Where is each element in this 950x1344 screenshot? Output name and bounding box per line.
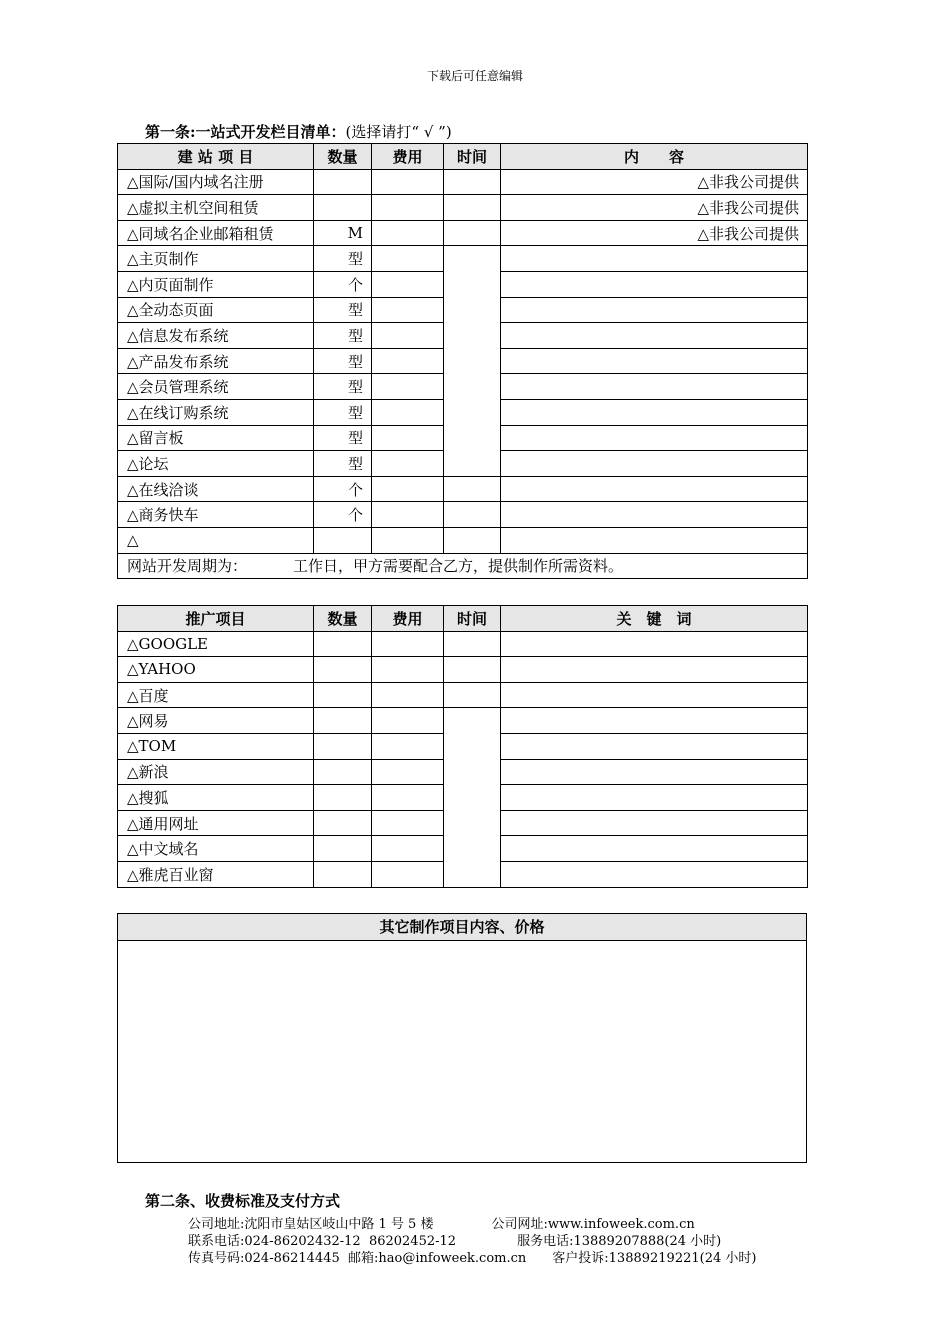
row-fee[interactable] [372,195,444,221]
table-row [118,708,808,734]
promo-item: △百度 [118,682,314,708]
row-qty[interactable]: 型 [314,399,372,425]
header-promo-item: 推广项目 [118,606,314,632]
header-item: 建 站 项 目 [118,144,314,170]
row-qty[interactable]: 型 [314,297,372,323]
other-items-content[interactable] [118,941,806,1161]
contact-phone: 联系电话:024-86202432-12 86202452-12 [188,1234,457,1249]
promo-keywords[interactable] [501,861,808,887]
company-address: 公司地址:沈阳市皇姑区岐山中路 1 号 5 楼 [188,1217,434,1232]
table-row [118,246,808,272]
row-content[interactable]: △非我公司提供 [501,169,808,195]
row-item: △ [118,527,314,553]
table-row [118,195,808,221]
row-item: △商务快车 [118,502,314,528]
fax-email: 传真号码:024-86214445 邮箱:hao@infoweek.com.cn [188,1251,527,1266]
row-qty[interactable]: 个 [314,476,372,502]
promo-fee[interactable] [372,708,444,734]
promo-keywords[interactable] [501,785,808,811]
promo-time-merged[interactable] [444,708,501,887]
promo-qty[interactable] [314,631,372,657]
header-content: 内 容 [501,144,808,170]
service-phone: 服务电话:13889207888(24 小时) [517,1234,722,1249]
row-content[interactable] [501,476,808,502]
row-item: △产品发布系统 [118,348,314,374]
table-header-row [118,606,808,632]
promo-qty[interactable] [314,759,372,785]
header-time: 时间 [444,606,501,632]
dev-cycle-label: 网站开发周期为： [127,557,248,576]
row-item: △会员管理系统 [118,374,314,400]
table-row [118,220,808,246]
dev-cycle-row [118,553,808,579]
row-qty[interactable] [314,527,372,553]
promo-fee[interactable] [372,682,444,708]
promo-fee[interactable] [372,836,444,862]
row-content[interactable] [501,348,808,374]
promo-item: △YAHOO [118,657,314,683]
row-fee[interactable] [372,527,444,553]
promo-item: △雅虎百业窗 [118,861,314,887]
header-qty: 数量 [314,606,372,632]
row-content[interactable] [501,425,808,451]
row-item: △国际/国内域名注册 [118,169,314,195]
promo-item: △TOM [118,733,314,759]
dev-cycle-cell [118,553,808,579]
row-content[interactable]: △非我公司提供 [501,220,808,246]
section1-title-text: 第一条:一站式开发栏目清单： [145,123,346,141]
row-content[interactable] [501,502,808,528]
header-keywords: 关 键 词 [501,606,808,632]
section1-title-paren: (选择请打“ √ ”) [345,123,452,141]
promo-fee[interactable] [372,810,444,836]
promo-fee[interactable] [372,785,444,811]
other-items-box [117,913,807,1163]
row-time-merged[interactable] [444,246,501,476]
row-qty[interactable]: 型 [314,374,372,400]
row-content[interactable] [501,527,808,553]
promo-keywords[interactable] [501,759,808,785]
promotion-table [117,605,808,888]
row-fee[interactable] [372,374,444,400]
row-time[interactable] [444,220,501,246]
row-qty[interactable]: 个 [314,502,372,528]
header-fee: 费用 [372,606,444,632]
row-content[interactable] [501,297,808,323]
promo-keywords[interactable] [501,733,808,759]
row-fee[interactable] [372,502,444,528]
promo-qty[interactable] [314,708,372,734]
row-content[interactable]: △非我公司提供 [501,195,808,221]
row-qty[interactable] [314,195,372,221]
promo-qty[interactable] [314,836,372,862]
row-qty[interactable]: 型 [314,246,372,272]
promo-qty[interactable] [314,861,372,887]
row-content[interactable] [501,271,808,297]
row-content[interactable] [501,246,808,272]
contact-info [188,1216,756,1267]
promo-fee[interactable] [372,631,444,657]
promo-keywords[interactable] [501,631,808,657]
table-row [118,527,808,553]
row-fee[interactable] [372,220,444,246]
promo-qty[interactable] [314,810,372,836]
promo-keywords[interactable] [501,836,808,862]
row-content[interactable] [501,323,808,349]
row-item: △内页面制作 [118,271,314,297]
promo-qty[interactable] [314,682,372,708]
promo-time[interactable] [444,682,501,708]
contact-row-2 [188,1233,756,1250]
row-qty[interactable]: 型 [314,451,372,477]
row-fee[interactable] [372,451,444,477]
row-fee[interactable] [372,348,444,374]
row-item: △全动态页面 [118,297,314,323]
promo-qty[interactable] [314,657,372,683]
promo-item: △GOOGLE [118,631,314,657]
company-website: 公司网址:www.infoweek.com.cn [491,1217,695,1232]
promo-fee[interactable] [372,861,444,887]
promo-fee[interactable] [372,657,444,683]
row-time[interactable] [444,476,501,502]
row-fee[interactable] [372,297,444,323]
row-item: △主页制作 [118,246,314,272]
row-fee[interactable] [372,476,444,502]
promo-time[interactable] [444,657,501,683]
header-note: 下载后可任意编辑 [426,69,523,83]
site-items-table [117,143,808,579]
row-content[interactable] [501,399,808,425]
header-time: 时间 [444,144,501,170]
row-qty[interactable]: 个 [314,271,372,297]
promo-item: △网易 [118,708,314,734]
contact-row-1 [188,1216,756,1233]
table-row [118,502,808,528]
header-fee: 费用 [372,144,444,170]
promo-qty[interactable] [314,785,372,811]
table-row [118,631,808,657]
promo-keywords[interactable] [501,657,808,683]
promo-time[interactable] [444,631,501,657]
other-items-title: 其它制作项目内容、价格 [118,914,806,941]
row-content[interactable] [501,374,808,400]
promo-keywords[interactable] [501,682,808,708]
row-item: △虚拟主机空间租赁 [118,195,314,221]
row-qty[interactable] [314,169,372,195]
table-row [118,657,808,683]
table-row [118,682,808,708]
row-content[interactable] [501,451,808,477]
section1-title [145,121,452,142]
contact-row-3 [188,1250,756,1267]
row-fee[interactable] [372,169,444,195]
header-qty: 数量 [314,144,372,170]
row-qty[interactable]: 型 [314,323,372,349]
table-header-row [118,144,808,170]
complaint-phone: 客户投诉:13889219221(24 小时) [552,1251,757,1266]
table-row [118,476,808,502]
section2-title: 第二条、收费标准及支付方式 [145,1192,341,1210]
promo-item: △中文域名 [118,836,314,862]
dev-cycle-text: 工作日，甲方需要配合乙方，提供制作所需资料。 [293,557,624,576]
row-fee[interactable] [372,323,444,349]
row-fee[interactable] [372,246,444,272]
promo-fee[interactable] [372,759,444,785]
row-item: △在线订购系统 [118,399,314,425]
row-time[interactable] [444,502,501,528]
row-qty[interactable]: 型 [314,348,372,374]
promo-fee[interactable] [372,733,444,759]
row-time[interactable] [444,527,501,553]
row-fee[interactable] [372,425,444,451]
row-item: △论坛 [118,451,314,477]
row-qty[interactable]: M [314,220,372,246]
table-row [118,169,808,195]
row-item: △在线洽谈 [118,476,314,502]
promo-keywords[interactable] [501,708,808,734]
row-fee[interactable] [372,271,444,297]
row-item: △留言板 [118,425,314,451]
row-time[interactable] [444,169,501,195]
row-item: △信息发布系统 [118,323,314,349]
row-item: △同域名企业邮箱租赁 [118,220,314,246]
promo-item: △通用网址 [118,810,314,836]
row-qty[interactable]: 型 [314,425,372,451]
row-time[interactable] [444,195,501,221]
promo-item: △搜狐 [118,785,314,811]
row-fee[interactable] [372,399,444,425]
promo-keywords[interactable] [501,810,808,836]
promo-item: △新浪 [118,759,314,785]
promo-qty[interactable] [314,733,372,759]
